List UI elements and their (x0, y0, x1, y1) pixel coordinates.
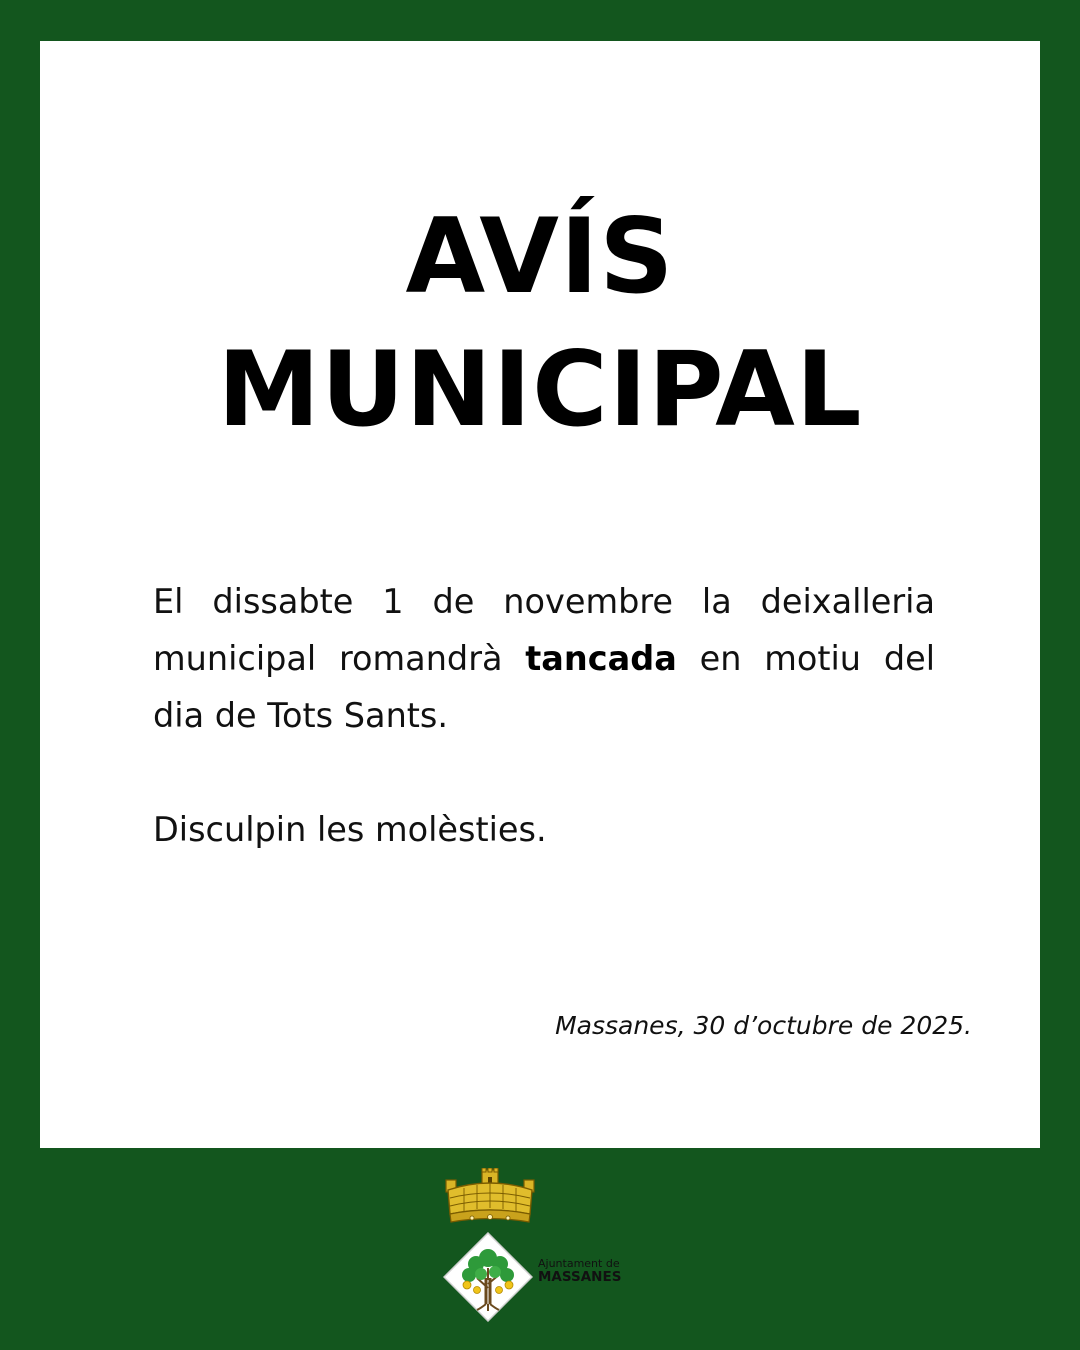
body-text-end: en motiu del dia de Tots Sants. (153, 639, 935, 735)
place-date-signoff: Massanes, 30 d’octubre de 2025. (555, 1011, 972, 1040)
logo-wordmark (538, 1258, 621, 1285)
title-line-1: AVÍS (405, 197, 675, 317)
emblem (440, 1230, 640, 1322)
notice-body (153, 573, 935, 744)
municipal-logo (440, 1168, 640, 1328)
logo-line-1: Ajuntament de (538, 1257, 620, 1270)
notice-card (40, 41, 1040, 1148)
notice-title (40, 191, 1040, 457)
apology-text: Disculpin les molèsties. (153, 810, 547, 849)
body-text-start: El dissabte 1 de novembre la deixalleria municipal romandrà (153, 582, 935, 678)
title-line-2: MUNICIPAL (217, 330, 863, 450)
body-text-emphasis: tancada (525, 639, 677, 678)
crown-icon (442, 1168, 538, 1230)
fruit-tree-icon (443, 1232, 533, 1322)
logo-line-2: MASSANES (538, 1269, 622, 1285)
